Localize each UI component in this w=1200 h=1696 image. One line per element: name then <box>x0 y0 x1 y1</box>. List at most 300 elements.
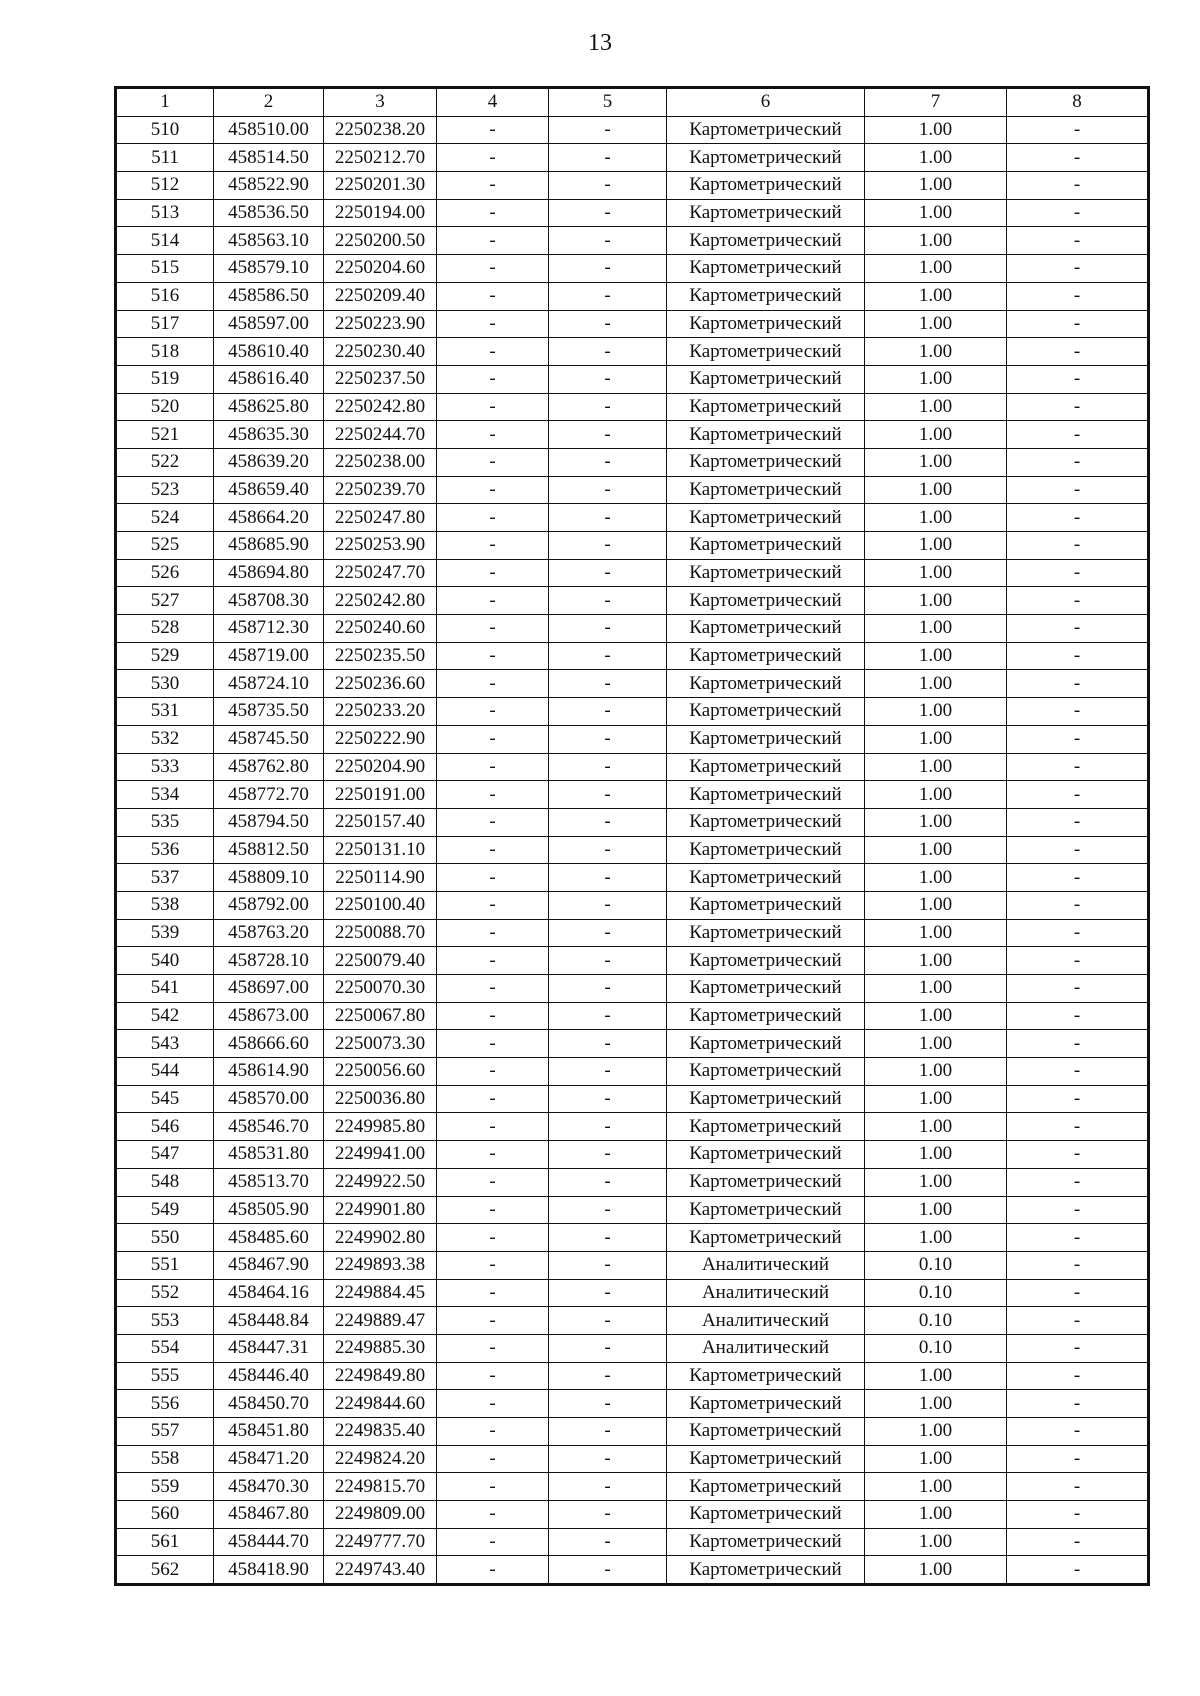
y-coordinate-cell: 2250242.80 <box>324 587 437 615</box>
table-row <box>116 947 1149 975</box>
column-4-cell: - <box>437 1556 549 1585</box>
table-row <box>116 476 1149 504</box>
point-number-cell: 526 <box>116 559 214 587</box>
x-coordinate-cell: 458513.70 <box>214 1168 324 1196</box>
point-number-cell: 543 <box>116 1030 214 1058</box>
column-5-cell: - <box>549 421 667 449</box>
column-4-cell: - <box>437 255 549 283</box>
column-4-cell: - <box>437 1168 549 1196</box>
table-row <box>116 282 1149 310</box>
column-8-cell: - <box>1007 947 1149 975</box>
y-coordinate-cell: 2250157.40 <box>324 808 437 836</box>
column-5-cell: - <box>549 116 667 144</box>
y-coordinate-cell: 2249844.60 <box>324 1390 437 1418</box>
x-coordinate-cell: 458708.30 <box>214 587 324 615</box>
x-coordinate-cell: 458724.10 <box>214 670 324 698</box>
point-number-cell: 537 <box>116 864 214 892</box>
point-number-cell: 521 <box>116 421 214 449</box>
column-8-cell: - <box>1007 421 1149 449</box>
accuracy-cell: 0.10 <box>865 1251 1007 1279</box>
column-8-cell: - <box>1007 836 1149 864</box>
y-coordinate-cell: 2250239.70 <box>324 476 437 504</box>
header-cell: 5 <box>549 88 667 117</box>
column-8-cell: - <box>1007 310 1149 338</box>
column-4-cell: - <box>437 1473 549 1501</box>
x-coordinate-cell: 458664.20 <box>214 504 324 532</box>
column-8-cell: - <box>1007 227 1149 255</box>
column-4-cell: - <box>437 781 549 809</box>
header-cell: 2 <box>214 88 324 117</box>
column-5-cell: - <box>549 1473 667 1501</box>
method-cell: Картометрический <box>667 393 865 421</box>
column-4-cell: - <box>437 448 549 476</box>
y-coordinate-cell: 2250036.80 <box>324 1085 437 1113</box>
method-cell: Картометрический <box>667 532 865 560</box>
column-8-cell: - <box>1007 975 1149 1003</box>
x-coordinate-cell: 458579.10 <box>214 255 324 283</box>
column-4-cell: - <box>437 1418 549 1446</box>
column-8-cell: - <box>1007 725 1149 753</box>
point-number-cell: 539 <box>116 919 214 947</box>
accuracy-cell: 1.00 <box>865 1473 1007 1501</box>
accuracy-cell: 1.00 <box>865 1390 1007 1418</box>
point-number-cell: 552 <box>116 1279 214 1307</box>
y-coordinate-cell: 2249777.70 <box>324 1528 437 1556</box>
table-row <box>116 1501 1149 1529</box>
column-5-cell: - <box>549 504 667 532</box>
table-row <box>116 393 1149 421</box>
accuracy-cell: 1.00 <box>865 1030 1007 1058</box>
y-coordinate-cell: 2249809.00 <box>324 1501 437 1529</box>
y-coordinate-cell: 2250209.40 <box>324 282 437 310</box>
accuracy-cell: 1.00 <box>865 808 1007 836</box>
column-4-cell: - <box>437 864 549 892</box>
accuracy-cell: 0.10 <box>865 1334 1007 1362</box>
accuracy-cell: 0.10 <box>865 1307 1007 1335</box>
accuracy-cell: 1.00 <box>865 725 1007 753</box>
column-8-cell: - <box>1007 1390 1149 1418</box>
point-number-cell: 550 <box>116 1224 214 1252</box>
column-8-cell: - <box>1007 1445 1149 1473</box>
point-number-cell: 519 <box>116 365 214 393</box>
method-cell: Картометрический <box>667 1528 865 1556</box>
column-5-cell: - <box>549 448 667 476</box>
table-row <box>116 919 1149 947</box>
x-coordinate-cell: 458485.60 <box>214 1224 324 1252</box>
column-5-cell: - <box>549 725 667 753</box>
column-8-cell: - <box>1007 698 1149 726</box>
accuracy-cell: 1.00 <box>865 282 1007 310</box>
table-row <box>116 975 1149 1003</box>
method-cell: Картометрический <box>667 808 865 836</box>
accuracy-cell: 1.00 <box>865 144 1007 172</box>
column-4-cell: - <box>437 310 549 338</box>
point-number-cell: 520 <box>116 393 214 421</box>
accuracy-cell: 1.00 <box>865 1141 1007 1169</box>
y-coordinate-cell: 2249985.80 <box>324 1113 437 1141</box>
column-8-cell: - <box>1007 808 1149 836</box>
y-coordinate-cell: 2250070.30 <box>324 975 437 1003</box>
y-coordinate-cell: 2250201.30 <box>324 172 437 200</box>
column-5-cell: - <box>549 1528 667 1556</box>
y-coordinate-cell: 2249893.38 <box>324 1251 437 1279</box>
point-number-cell: 556 <box>116 1390 214 1418</box>
method-cell: Аналитический <box>667 1279 865 1307</box>
method-cell: Картометрический <box>667 587 865 615</box>
column-4-cell: - <box>437 1528 549 1556</box>
accuracy-cell: 1.00 <box>865 919 1007 947</box>
y-coordinate-cell: 2250088.70 <box>324 919 437 947</box>
column-8-cell: - <box>1007 1168 1149 1196</box>
point-number-cell: 527 <box>116 587 214 615</box>
point-number-cell: 536 <box>116 836 214 864</box>
method-cell: Картометрический <box>667 836 865 864</box>
column-4-cell: - <box>437 1085 549 1113</box>
method-cell: Картометрический <box>667 1196 865 1224</box>
accuracy-cell: 1.00 <box>865 504 1007 532</box>
column-4-cell: - <box>437 1058 549 1086</box>
y-coordinate-cell: 2249815.70 <box>324 1473 437 1501</box>
point-number-cell: 562 <box>116 1556 214 1585</box>
x-coordinate-cell: 458625.80 <box>214 393 324 421</box>
column-4-cell: - <box>437 753 549 781</box>
y-coordinate-cell: 2249902.80 <box>324 1224 437 1252</box>
method-cell: Картометрический <box>667 615 865 643</box>
column-4-cell: - <box>437 587 549 615</box>
column-8-cell: - <box>1007 1473 1149 1501</box>
point-number-cell: 548 <box>116 1168 214 1196</box>
column-8-cell: - <box>1007 338 1149 366</box>
x-coordinate-cell: 458745.50 <box>214 725 324 753</box>
accuracy-cell: 1.00 <box>865 975 1007 1003</box>
method-cell: Картометрический <box>667 421 865 449</box>
point-number-cell: 559 <box>116 1473 214 1501</box>
column-5-cell: - <box>549 587 667 615</box>
header-cell: 3 <box>324 88 437 117</box>
table-row <box>116 1196 1149 1224</box>
method-cell: Картометрический <box>667 753 865 781</box>
x-coordinate-cell: 458448.84 <box>214 1307 324 1335</box>
column-5-cell: - <box>549 975 667 1003</box>
point-number-cell: 547 <box>116 1141 214 1169</box>
point-number-cell: 540 <box>116 947 214 975</box>
table-row <box>116 698 1149 726</box>
table-row <box>116 116 1149 144</box>
table-row <box>116 338 1149 366</box>
point-number-cell: 554 <box>116 1334 214 1362</box>
column-5-cell: - <box>549 365 667 393</box>
table-row <box>116 1556 1149 1585</box>
column-5-cell: - <box>549 338 667 366</box>
header-cell: 7 <box>865 88 1007 117</box>
column-8-cell: - <box>1007 753 1149 781</box>
column-4-cell: - <box>437 504 549 532</box>
x-coordinate-cell: 458470.30 <box>214 1473 324 1501</box>
table-row <box>116 172 1149 200</box>
x-coordinate-cell: 458505.90 <box>214 1196 324 1224</box>
header-cell: 8 <box>1007 88 1149 117</box>
column-8-cell: - <box>1007 587 1149 615</box>
column-8-cell: - <box>1007 1030 1149 1058</box>
point-number-cell: 544 <box>116 1058 214 1086</box>
column-5-cell: - <box>549 1445 667 1473</box>
accuracy-cell: 1.00 <box>865 587 1007 615</box>
column-4-cell: - <box>437 559 549 587</box>
x-coordinate-cell: 458531.80 <box>214 1141 324 1169</box>
y-coordinate-cell: 2249889.47 <box>324 1307 437 1335</box>
accuracy-cell: 1.00 <box>865 615 1007 643</box>
x-coordinate-cell: 458610.40 <box>214 338 324 366</box>
point-number-cell: 515 <box>116 255 214 283</box>
x-coordinate-cell: 458694.80 <box>214 559 324 587</box>
table-row <box>116 1307 1149 1335</box>
page-number: 13 <box>588 30 612 56</box>
x-coordinate-cell: 458467.80 <box>214 1501 324 1529</box>
y-coordinate-cell: 2249885.30 <box>324 1334 437 1362</box>
x-coordinate-cell: 458809.10 <box>214 864 324 892</box>
column-5-cell: - <box>549 1418 667 1446</box>
y-coordinate-cell: 2249941.00 <box>324 1141 437 1169</box>
column-5-cell: - <box>549 1002 667 1030</box>
method-cell: Картометрический <box>667 891 865 919</box>
table-row <box>116 448 1149 476</box>
y-coordinate-cell: 2250230.40 <box>324 338 437 366</box>
x-coordinate-cell: 458735.50 <box>214 698 324 726</box>
table-row <box>116 1445 1149 1473</box>
method-cell: Картометрический <box>667 172 865 200</box>
point-number-cell: 528 <box>116 615 214 643</box>
point-number-cell: 535 <box>116 808 214 836</box>
accuracy-cell: 1.00 <box>865 753 1007 781</box>
table-row <box>116 615 1149 643</box>
column-4-cell: - <box>437 1445 549 1473</box>
column-4-cell: - <box>437 615 549 643</box>
x-coordinate-cell: 458812.50 <box>214 836 324 864</box>
column-8-cell: - <box>1007 448 1149 476</box>
accuracy-cell: 1.00 <box>865 199 1007 227</box>
y-coordinate-cell: 2250223.90 <box>324 310 437 338</box>
accuracy-cell: 1.00 <box>865 559 1007 587</box>
point-number-cell: 541 <box>116 975 214 1003</box>
column-4-cell: - <box>437 476 549 504</box>
x-coordinate-cell: 458563.10 <box>214 227 324 255</box>
column-5-cell: - <box>549 1307 667 1335</box>
header-row <box>116 88 1149 117</box>
column-5-cell: - <box>549 1058 667 1086</box>
column-4-cell: - <box>437 144 549 172</box>
y-coordinate-cell: 2250073.30 <box>324 1030 437 1058</box>
header-cell: 1 <box>116 88 214 117</box>
column-8-cell: - <box>1007 1113 1149 1141</box>
table-row <box>116 1279 1149 1307</box>
column-5-cell: - <box>549 255 667 283</box>
accuracy-cell: 1.00 <box>865 1224 1007 1252</box>
column-8-cell: - <box>1007 199 1149 227</box>
x-coordinate-cell: 458447.31 <box>214 1334 324 1362</box>
point-number-cell: 533 <box>116 753 214 781</box>
column-8-cell: - <box>1007 1418 1149 1446</box>
x-coordinate-cell: 458450.70 <box>214 1390 324 1418</box>
x-coordinate-cell: 458451.80 <box>214 1418 324 1446</box>
y-coordinate-cell: 2249901.80 <box>324 1196 437 1224</box>
column-8-cell: - <box>1007 172 1149 200</box>
column-8-cell: - <box>1007 1251 1149 1279</box>
y-coordinate-cell: 2250233.20 <box>324 698 437 726</box>
y-coordinate-cell: 2250244.70 <box>324 421 437 449</box>
column-8-cell: - <box>1007 116 1149 144</box>
method-cell: Картометрический <box>667 144 865 172</box>
point-number-cell: 557 <box>116 1418 214 1446</box>
x-coordinate-cell: 458597.00 <box>214 310 324 338</box>
column-4-cell: - <box>437 1362 549 1390</box>
y-coordinate-cell: 2250191.00 <box>324 781 437 809</box>
y-coordinate-cell: 2250114.90 <box>324 864 437 892</box>
method-cell: Картометрический <box>667 1002 865 1030</box>
y-coordinate-cell: 2249849.80 <box>324 1362 437 1390</box>
column-8-cell: - <box>1007 1528 1149 1556</box>
accuracy-cell: 1.00 <box>865 393 1007 421</box>
column-4-cell: - <box>437 1279 549 1307</box>
y-coordinate-cell: 2250079.40 <box>324 947 437 975</box>
point-number-cell: 510 <box>116 116 214 144</box>
table-row <box>116 365 1149 393</box>
table-row <box>116 1528 1149 1556</box>
accuracy-cell: 1.00 <box>865 421 1007 449</box>
column-5-cell: - <box>549 227 667 255</box>
accuracy-cell: 1.00 <box>865 1501 1007 1529</box>
x-coordinate-cell: 458719.00 <box>214 642 324 670</box>
header-cell: 6 <box>667 88 865 117</box>
point-number-cell: 529 <box>116 642 214 670</box>
accuracy-cell: 1.00 <box>865 1556 1007 1585</box>
column-5-cell: - <box>549 615 667 643</box>
column-5-cell: - <box>549 808 667 836</box>
column-5-cell: - <box>549 532 667 560</box>
method-cell: Картометрический <box>667 255 865 283</box>
x-coordinate-cell: 458792.00 <box>214 891 324 919</box>
method-cell: Картометрический <box>667 338 865 366</box>
column-8-cell: - <box>1007 144 1149 172</box>
point-number-cell: 524 <box>116 504 214 532</box>
column-8-cell: - <box>1007 1307 1149 1335</box>
column-5-cell: - <box>549 476 667 504</box>
table-row <box>116 1362 1149 1390</box>
x-coordinate-cell: 458685.90 <box>214 532 324 560</box>
method-cell: Картометрический <box>667 448 865 476</box>
method-cell: Картометрический <box>667 1113 865 1141</box>
x-coordinate-cell: 458586.50 <box>214 282 324 310</box>
point-number-cell: 561 <box>116 1528 214 1556</box>
column-8-cell: - <box>1007 365 1149 393</box>
column-4-cell: - <box>437 199 549 227</box>
point-number-cell: 525 <box>116 532 214 560</box>
column-8-cell: - <box>1007 1002 1149 1030</box>
point-number-cell: 513 <box>116 199 214 227</box>
table-row <box>116 808 1149 836</box>
method-cell: Картометрический <box>667 642 865 670</box>
column-5-cell: - <box>549 559 667 587</box>
method-cell: Картометрический <box>667 975 865 1003</box>
method-cell: Картометрический <box>667 1141 865 1169</box>
table-row <box>116 1334 1149 1362</box>
method-cell: Картометрический <box>667 1473 865 1501</box>
accuracy-cell: 1.00 <box>865 864 1007 892</box>
column-8-cell: - <box>1007 532 1149 560</box>
table-row <box>116 227 1149 255</box>
y-coordinate-cell: 2249884.45 <box>324 1279 437 1307</box>
point-number-cell: 523 <box>116 476 214 504</box>
table-row <box>116 504 1149 532</box>
accuracy-cell: 1.00 <box>865 255 1007 283</box>
method-cell: Картометрический <box>667 1362 865 1390</box>
table-row <box>116 1113 1149 1141</box>
y-coordinate-cell: 2250235.50 <box>324 642 437 670</box>
column-4-cell: - <box>437 1030 549 1058</box>
column-5-cell: - <box>549 282 667 310</box>
x-coordinate-cell: 458418.90 <box>214 1556 324 1585</box>
column-4-cell: - <box>437 1141 549 1169</box>
column-4-cell: - <box>437 532 549 560</box>
table-row <box>116 670 1149 698</box>
table-row <box>116 310 1149 338</box>
table-body <box>116 116 1149 1584</box>
column-5-cell: - <box>549 891 667 919</box>
column-5-cell: - <box>549 670 667 698</box>
accuracy-cell: 1.00 <box>865 227 1007 255</box>
method-cell: Картометрический <box>667 1501 865 1529</box>
method-cell: Картометрический <box>667 1058 865 1086</box>
column-5-cell: - <box>549 393 667 421</box>
column-5-cell: - <box>549 836 667 864</box>
point-number-cell: 517 <box>116 310 214 338</box>
x-coordinate-cell: 458712.30 <box>214 615 324 643</box>
column-5-cell: - <box>549 1030 667 1058</box>
method-cell: Картометрический <box>667 365 865 393</box>
column-5-cell: - <box>549 642 667 670</box>
y-coordinate-cell: 2250253.90 <box>324 532 437 560</box>
column-8-cell: - <box>1007 642 1149 670</box>
x-coordinate-cell: 458772.70 <box>214 781 324 809</box>
point-number-cell: 555 <box>116 1362 214 1390</box>
column-5-cell: - <box>549 1362 667 1390</box>
method-cell: Аналитический <box>667 1334 865 1362</box>
method-cell: Картометрический <box>667 1224 865 1252</box>
y-coordinate-cell: 2249824.20 <box>324 1445 437 1473</box>
x-coordinate-cell: 458444.70 <box>214 1528 324 1556</box>
column-8-cell: - <box>1007 1141 1149 1169</box>
column-4-cell: - <box>437 725 549 753</box>
column-5-cell: - <box>549 753 667 781</box>
y-coordinate-cell: 2250212.70 <box>324 144 437 172</box>
point-number-cell: 545 <box>116 1085 214 1113</box>
x-coordinate-cell: 458536.50 <box>214 199 324 227</box>
x-coordinate-cell: 458614.90 <box>214 1058 324 1086</box>
point-number-cell: 553 <box>116 1307 214 1335</box>
table-row <box>116 1141 1149 1169</box>
y-coordinate-cell: 2250222.90 <box>324 725 437 753</box>
point-number-cell: 560 <box>116 1501 214 1529</box>
point-number-cell: 531 <box>116 698 214 726</box>
method-cell: Картометрический <box>667 864 865 892</box>
column-4-cell: - <box>437 393 549 421</box>
y-coordinate-cell: 2250067.80 <box>324 1002 437 1030</box>
y-coordinate-cell: 2249743.40 <box>324 1556 437 1585</box>
x-coordinate-cell: 458467.90 <box>214 1251 324 1279</box>
method-cell: Картометрический <box>667 1418 865 1446</box>
accuracy-cell: 1.00 <box>865 1362 1007 1390</box>
method-cell: Картометрический <box>667 1556 865 1585</box>
column-5-cell: - <box>549 1279 667 1307</box>
